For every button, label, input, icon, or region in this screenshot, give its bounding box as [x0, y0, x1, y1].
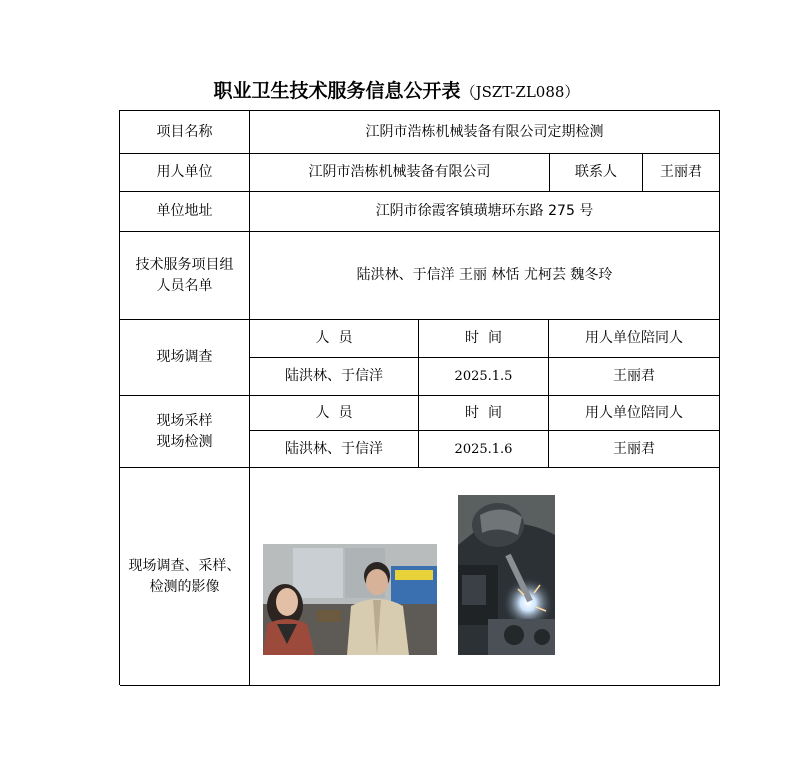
employer-label: 用人单位: [120, 154, 250, 192]
survey-personnel: 陆洪林、于信洋: [250, 358, 419, 396]
title-text: 职业卫生技术服务信息公开表: [213, 80, 461, 102]
document-code: （JSZT-ZL088）: [460, 83, 580, 101]
site-photo-welding: [458, 495, 555, 655]
project-name-label: 项目名称: [120, 111, 250, 154]
document-title: [0, 76, 793, 103]
team-label-line2: 人员名单: [156, 277, 213, 294]
images-label: [120, 468, 250, 686]
survey-col-personnel: 人 员: [250, 320, 419, 358]
sampling-label-line2: 现场检测: [156, 433, 213, 450]
survey-time: 2025.1.5: [419, 358, 549, 396]
sampling-label-line1: 现场采样: [156, 412, 213, 429]
sampling-col-personnel: 人 员: [250, 396, 419, 431]
sampling-escort: 王丽君: [549, 431, 720, 468]
survey-col-escort: 用人单位陪同人: [549, 320, 720, 358]
contact-value: 王丽君: [643, 154, 720, 192]
survey-col-time: 时 间: [419, 320, 549, 358]
contact-label: 联系人: [550, 154, 643, 192]
survey-escort: 王丽君: [549, 358, 720, 396]
team-label-line1: 技术服务项目组: [135, 256, 234, 273]
address-label: 单位地址: [120, 192, 250, 232]
images-label-line1: 现场调查、采样、: [128, 557, 241, 574]
sampling-col-escort: 用人单位陪同人: [549, 396, 720, 431]
images-label-line2: 检测的影像: [149, 578, 220, 595]
site-photo-welding-image: [458, 495, 555, 655]
sampling-col-time: 时 间: [419, 396, 549, 431]
project-name-value: 江阴市浩栋机械装备有限公司定期检测: [250, 111, 720, 154]
site-photo-survey-image: [263, 544, 437, 655]
sampling-time: 2025.1.6: [419, 431, 549, 468]
employer-value: 江阴市浩栋机械装备有限公司: [250, 154, 550, 192]
team-value: 陆洪林、于信洋 王丽 林恬 尤柯芸 魏冬玲: [250, 232, 720, 320]
sampling-personnel: 陆洪林、于信洋: [250, 431, 419, 468]
team-label: [120, 232, 250, 320]
address-value: 江阴市徐霞客镇璜塘环东路 275 号: [250, 192, 720, 232]
site-photo-survey: [263, 544, 437, 655]
survey-label: 现场调查: [120, 320, 250, 396]
sampling-label: [120, 396, 250, 468]
